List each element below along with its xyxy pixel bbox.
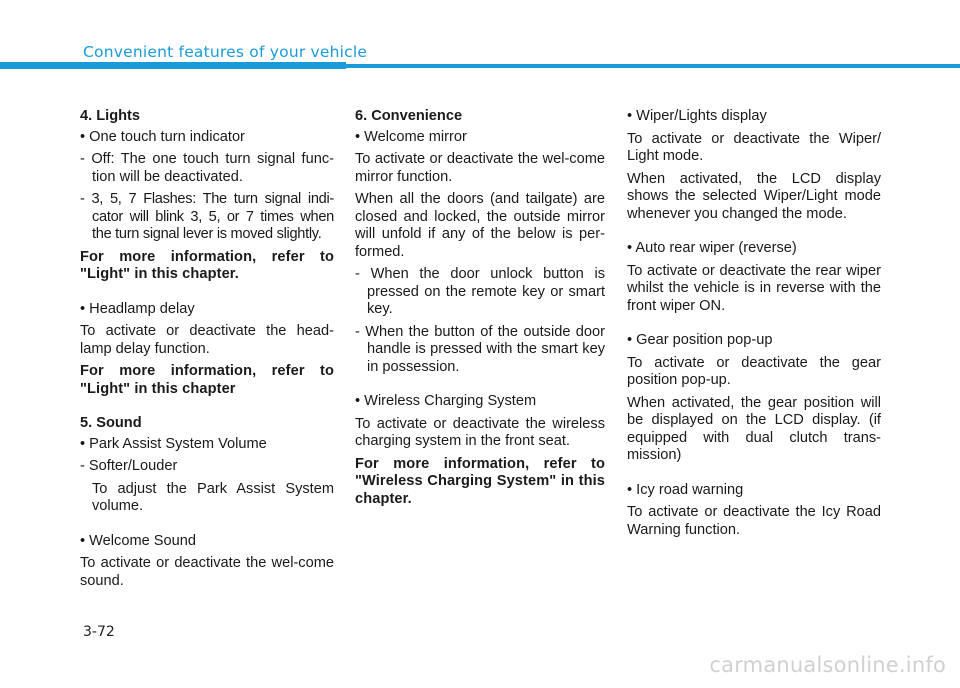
header-rule bbox=[0, 64, 960, 68]
headlamp-delay-description: To activate or deactivate the head-lamp delay function. bbox=[80, 323, 334, 357]
column-left bbox=[80, 108, 334, 595]
column-right bbox=[627, 108, 881, 544]
unlock-button-item: - When the door unlock button is pressed on the remote key or smart key. bbox=[355, 266, 605, 317]
gear-popup-description: To activate or deactivate the gear position pop-up. bbox=[627, 354, 881, 388]
welcome-sound-description: To activate or deactivate the wel-come sound. bbox=[80, 555, 334, 589]
park-assist-description: To adjust the Park Assist System volume. bbox=[92, 480, 334, 514]
flashes-option-item: - 3, 5, 7 Flashes: The turn signal indi-cator will blink 3, 5, or 7 times when the turn signal lever is moved slightly. bbox=[80, 191, 334, 242]
wireless-charging-description: To activate or deactivate the wireless charging system in the front seat. bbox=[355, 415, 605, 449]
wiper-lights-description: To activate or deactivate the Wiper/ Light mode. bbox=[627, 130, 881, 164]
headlamp-delay-item: • Headlamp delay bbox=[80, 300, 195, 317]
door-handle-item: - When the button of the outside door handle is pressed with the smart key in possession. bbox=[355, 323, 605, 375]
wireless-reference-note: For more information, refer to "Wireless Charging System" in this chapter. bbox=[355, 455, 605, 507]
auto-rear-wiper-description: To activate or deactivate the rear wiper whilst the vehicle is in reverse with the front wiper ON. bbox=[627, 262, 881, 314]
gear-lcd-description: When activated, the gear position will be displayed on the LCD display. (if equipped with dual clutch trans-mission) bbox=[627, 394, 881, 463]
section-title: Convenient features of your vehicle bbox=[83, 43, 368, 61]
lights-reference-note: For more information, refer to "Light" in this chapter. bbox=[80, 248, 334, 282]
gear-popup-item: • Gear position pop-up bbox=[627, 332, 773, 348]
welcome-sound-item: • Welcome Sound bbox=[80, 532, 196, 549]
icy-road-warning-item: • Icy road warning bbox=[627, 481, 744, 498]
wiper-lcd-description: When activated, the LCD display shows the selected Wiper/Light mode whenever you changed the mode. bbox=[627, 170, 881, 222]
column-middle bbox=[355, 108, 605, 513]
watermark: carmanualsonline.info bbox=[709, 653, 946, 677]
softer-louder-item: - Softer/Louder bbox=[80, 458, 178, 474]
park-assist-volume-item: • Park Assist System Volume bbox=[80, 435, 267, 452]
headlamp-reference-note: For more information, refer to "Light" in this chapter bbox=[80, 363, 334, 397]
page-number: 3-72 bbox=[83, 624, 115, 640]
one-touch-indicator-item: • One touch turn indicator bbox=[80, 128, 245, 145]
convenience-heading: 6. Convenience bbox=[355, 108, 463, 124]
lights-heading: 4. Lights bbox=[80, 108, 140, 124]
doors-closed-description: When all the doors (and tailgate) are closed and locked, the outside mirror will unfold if any of the below is per-formed. bbox=[355, 191, 605, 260]
off-option-item: - Off: The one touch turn signal func-tion will be deactivated. bbox=[80, 151, 334, 185]
auto-rear-wiper-item: • Auto rear wiper (reverse) bbox=[627, 240, 797, 256]
wireless-charging-item: • Wireless Charging System bbox=[355, 393, 537, 409]
welcome-mirror-description: To activate or deactivate the wel-come mirror function. bbox=[355, 151, 605, 185]
sound-heading: 5. Sound bbox=[80, 415, 142, 431]
wiper-lights-display-item: • Wiper/Lights display bbox=[627, 108, 767, 124]
welcome-mirror-item: • Welcome mirror bbox=[355, 128, 467, 145]
icy-road-description: To activate or deactivate the Icy Road Warning function. bbox=[627, 504, 881, 538]
